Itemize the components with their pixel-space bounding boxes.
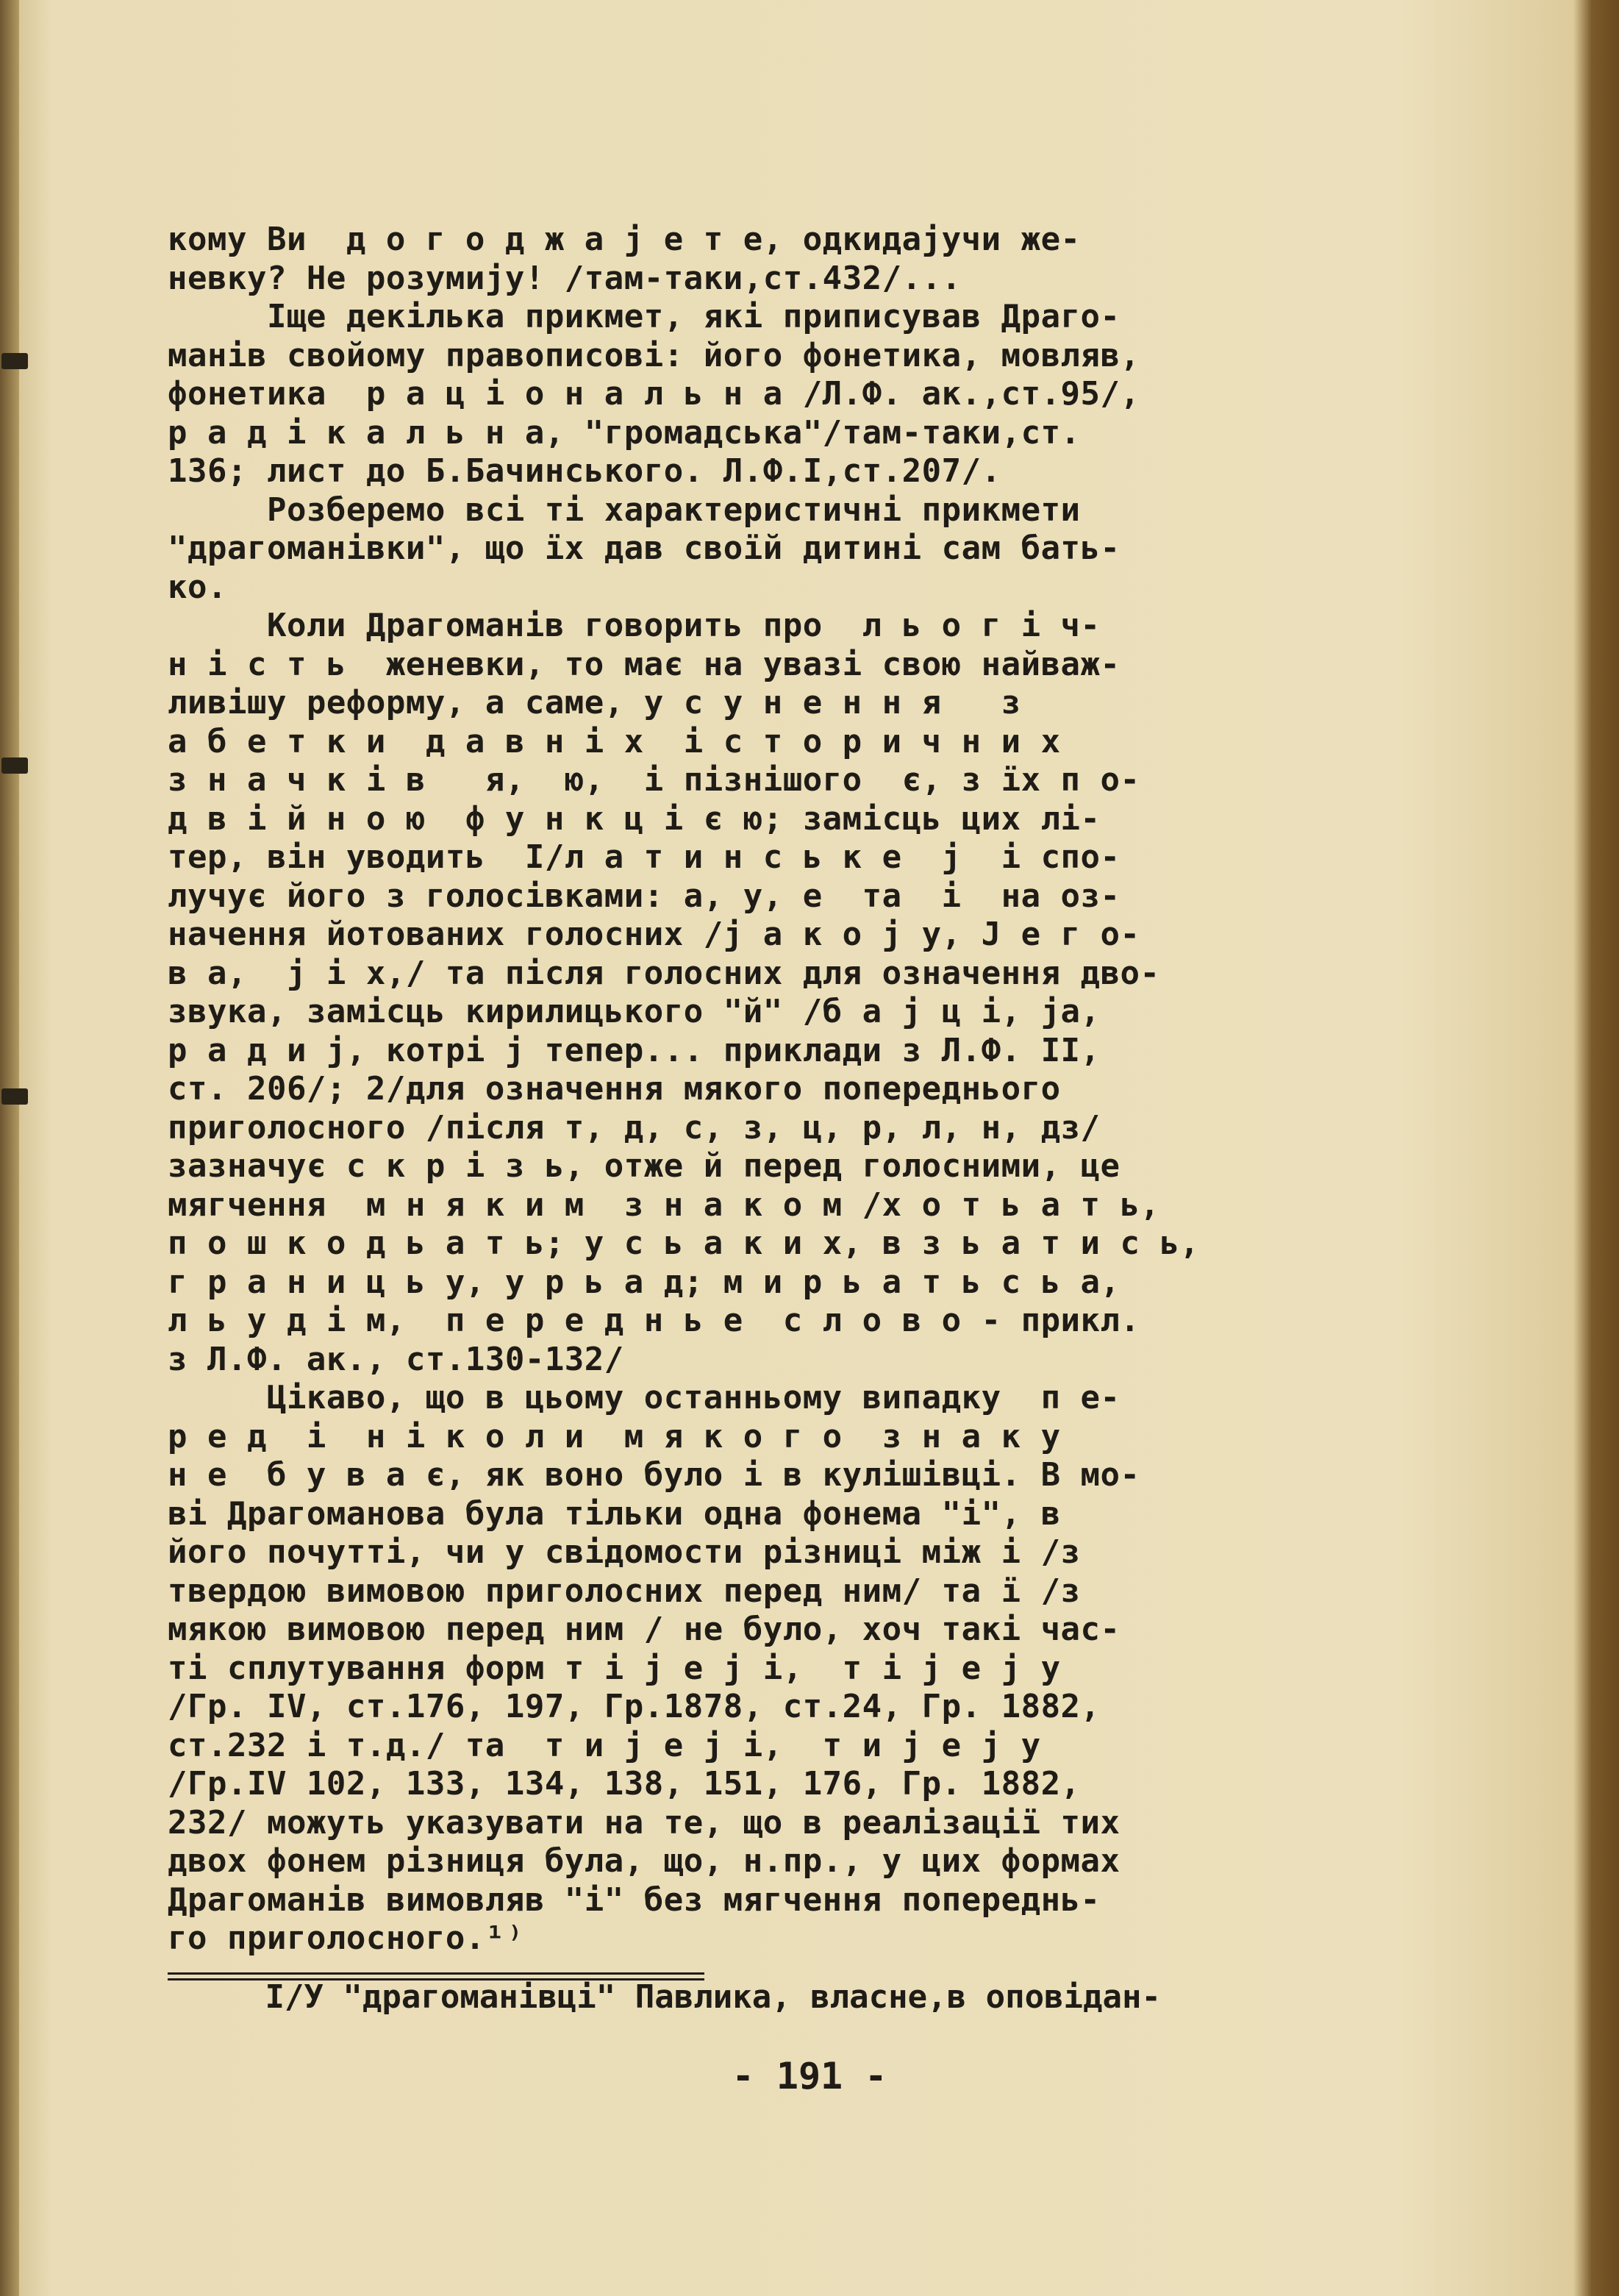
text-line: двох фонем різниця була, що, н.пр., у цих формах [168, 1842, 1121, 1880]
text-line: р а д і к а л ь н а, "громадська"/там-таки,ст. [168, 413, 1081, 452]
text-line: Коли Драгоманів говорить про л ь о г і ч- [168, 607, 1101, 644]
text-line: тер, він уводить І/л а т и н с ь к е ј і спо- [168, 838, 1121, 876]
text-line: л ь у д і м, п е р е д н ь е с л о в о - прикл. [168, 1302, 1140, 1339]
text-line: мягчення м н я к и м з н а к о м /х о т ь а т ь, [168, 1186, 1160, 1224]
body-text [168, 221, 1388, 1958]
text-line: манів свойому правописові: його фонетика, мовляв, [168, 336, 1140, 374]
text-line: ст. 206/; 2/для означення мякого попереднього [168, 1070, 1061, 1108]
text-line: 232/ можуть указувати на те, що в реалізації тих [168, 1803, 1121, 1842]
text-line: "драгоманівки", що їх дав своїй дитині сам бать- [168, 530, 1121, 567]
text-line: зазначує с к р і з ь, отже й перед голосними, це [168, 1147, 1121, 1185]
text-line: з н а ч к і в я, ю, і пізнішого є, з їх п о- [168, 761, 1140, 799]
text-line: звука, замісць кирилицького "й" /б а ј ц і, ја, [168, 993, 1101, 1030]
text-line: п о ш к о д ь а т ь; у с ь а к и х, в з ь а т и с ь, [168, 1224, 1200, 1262]
text-line: ві Драгоманова була тільки одна фонема "і", в [168, 1494, 1061, 1533]
text-line: його почутті, чи у свідомости різниці між і /з [168, 1533, 1081, 1571]
text-line: н і с т ь женевки, то має на увазі свою найваж- [168, 645, 1121, 683]
text-line: лучує його з голосівками: а, у, е та і на оз- [168, 877, 1121, 915]
binding-mark [1, 1088, 28, 1105]
text-line: невку? Не розумију! /там-таки,ст.432/... [168, 259, 962, 297]
text-line: начення йотованих голосних /ј а к о ј у, Ј е г о- [168, 916, 1140, 953]
text-line: приголосного /після т, д, с, з, ц, р, л, н, дз/ [168, 1108, 1101, 1147]
text-line: го приголосного.¹⁾ [168, 1919, 525, 1957]
text-line: г р а н и ц ь у, у р ь а д; м и р ь а т ь с ь а, [168, 1263, 1121, 1301]
page-number: - 191 - [732, 2055, 887, 2097]
text-line: ст.232 і т.д./ та т и ј е ј і, т и ј е ј у [168, 1726, 1041, 1764]
text-line: ті сплутування форм т і ј е ј і, т і ј е ј у [168, 1649, 1061, 1687]
text-line: д в і й н о ю ф у н к ц і є ю; замісць цих лі- [168, 799, 1101, 838]
footnote: І/У "драгоманівці" Павлика, власне,в оповідан- [168, 1978, 1162, 2016]
text-line: мякою вимовою перед ним / не було, хоч такі час- [168, 1611, 1121, 1648]
text-line: ко. [168, 568, 227, 606]
text-line: твердою вимовою приголосних перед ним/ та ї /з [168, 1572, 1081, 1610]
text-line: Розберемо всі ті характеристичні прикмети [168, 491, 1081, 529]
text-line: р е д і н і к о л и м я к о г о з н а к у [168, 1417, 1061, 1455]
book-spine [0, 0, 19, 2296]
text-line: н е б у в а є, як воно було і в кулішівці. В мо- [168, 1456, 1140, 1494]
text-line: з Л.Ф. ак., ст.130-132/ [168, 1340, 624, 1378]
text-line: /Гр. IV, ст.176, 197, Гр.1878, ст.24, Гр. 1882, [168, 1688, 1101, 1725]
text-line: р а д и ј, котрі ј тепер... приклади з Л.Ф. ІІ, [168, 1031, 1101, 1069]
text-line: а б е т к и д а в н і х і с т о р и ч н и х [168, 722, 1061, 760]
binding-mark [1, 353, 28, 369]
text-line: фонетика р а ц і о н а л ь н а /Л.Ф. ак.,ст.95/, [168, 375, 1140, 413]
binding-mark [1, 757, 28, 774]
text-line: кому Ви д о г о д ж а ј е т е, одкидајучи же- [168, 221, 1081, 258]
text-line: /Гр.IV 102, 133, 134, 138, 151, 176, Гр. 1882, [168, 1765, 1081, 1803]
text-line: Іще декілька прикмет, які приписував Драго- [168, 298, 1121, 335]
text-line: 136; лист до Б.Бачинського. Л.Ф.І,ст.207/. [168, 452, 1001, 490]
text-line: ливішу реформу, а саме, у с у н е н н я з [168, 684, 1021, 721]
text-line: Драгоманів вимовляв "і" без мягчення попереднь- [168, 1880, 1101, 1919]
text-line: Цікаво, що в цьому останньому випадку п е- [168, 1379, 1121, 1416]
text-line: в а, ј і х,/ та після голосних для означення дво- [168, 954, 1160, 992]
